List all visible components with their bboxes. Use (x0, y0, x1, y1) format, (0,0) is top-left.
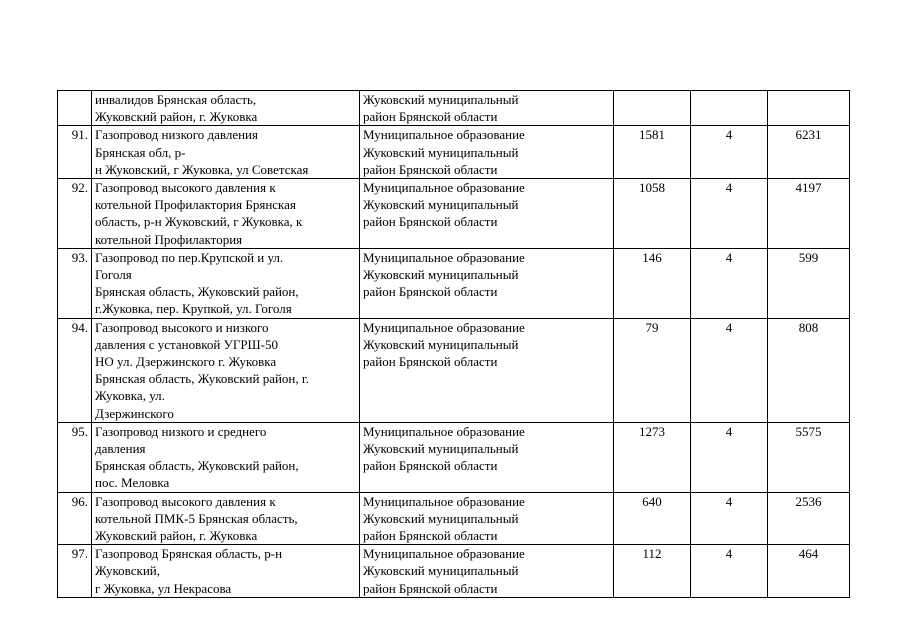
length-cell: 1273 (614, 422, 691, 492)
owner-line: район Брянской области (363, 458, 498, 474)
description-line: НО ул. Дзержинского г. Жуковка (95, 354, 277, 370)
description-line: Газопровод низкого давления (95, 127, 258, 143)
object-description-cell (92, 248, 360, 318)
description-line: н Жуковский, г Жуковка, ул Советская (95, 161, 309, 177)
owner-line: Муниципальное образование (363, 546, 525, 562)
table-row (58, 248, 850, 318)
cost-cell: 464 (768, 545, 850, 598)
description-line: Газопровод низкого и среднего (95, 423, 267, 439)
owner-line: Жуковский муниципальный (363, 510, 519, 526)
row-number-cell: 91. (58, 126, 92, 179)
table-row (58, 126, 850, 179)
object-description-cell (92, 492, 360, 545)
owner-line: Жуковский муниципальный (363, 267, 519, 283)
table-row (58, 179, 850, 249)
row-number-cell (58, 91, 92, 126)
owner-line: район Брянской области (363, 161, 498, 177)
cost-cell: 599 (768, 248, 850, 318)
description-line: Дзержинского (95, 405, 174, 421)
cost-cell: 6231 (768, 126, 850, 179)
description-line: Брянская обл, р- (95, 144, 186, 160)
object-description-cell (92, 422, 360, 492)
value-4-cell: 4 (691, 422, 768, 492)
row-number-cell: 96. (58, 492, 92, 545)
length-cell: 1581 (614, 126, 691, 179)
length-cell: 146 (614, 248, 691, 318)
description-line: котельной ПМК-5 Брянская область, (95, 510, 298, 526)
description-line: Жуковский район, г. Жуковка (95, 109, 258, 125)
description-line: Газопровод высокого и низкого (95, 319, 269, 335)
row-number-cell: 93. (58, 248, 92, 318)
length-cell: 640 (614, 492, 691, 545)
owner-line: Муниципальное образование (363, 180, 525, 196)
table-body (58, 91, 850, 598)
length-cell: 1058 (614, 179, 691, 249)
value-4-cell: 4 (691, 126, 768, 179)
value-4-cell: 4 (691, 179, 768, 249)
object-description-cell (92, 179, 360, 249)
description-line: котельной Профилактория (95, 231, 243, 247)
gas-pipeline-registry-table (57, 90, 850, 598)
description-line: Жуковский, (95, 563, 160, 579)
owner-line: Жуковский муниципальный (363, 197, 519, 213)
owner-cell (360, 126, 614, 179)
owner-line: район Брянской области (363, 109, 498, 125)
cost-cell: 808 (768, 318, 850, 422)
description-line: Газопровод высокого давления к (95, 180, 276, 196)
owner-line: Жуковский муниципальный (363, 144, 519, 160)
owner-cell (360, 179, 614, 249)
value-4-cell: 4 (691, 318, 768, 422)
owner-line: Жуковский муниципальный (363, 92, 519, 107)
description-line: г.Жуковка, пер. Крупкой, ул. Гоголя (95, 301, 292, 317)
owner-cell (360, 492, 614, 545)
description-line: г Жуковка, ул Некрасова (95, 580, 232, 596)
owner-line: Муниципальное образование (363, 249, 525, 265)
description-line: Брянская область, Жуковский район, (95, 458, 299, 474)
cost-cell: 5575 (768, 422, 850, 492)
description-line: инвалидов Брянская область, (95, 92, 257, 107)
row-number-cell: 97. (58, 545, 92, 598)
table-row (58, 545, 850, 598)
owner-cell (360, 545, 614, 598)
table-row (58, 318, 850, 422)
description-line: Газопровод высокого давления к (95, 493, 276, 509)
owner-line: Муниципальное образование (363, 493, 525, 509)
owner-line: район Брянской области (363, 528, 498, 544)
description-line: Газопровод по пер.Крупской и ул. (95, 249, 284, 265)
owner-line: Жуковский муниципальный (363, 336, 519, 352)
owner-line: район Брянской области (363, 214, 498, 230)
description-line: давления (95, 441, 146, 457)
value-4-cell (691, 91, 768, 126)
value-4-cell: 4 (691, 248, 768, 318)
description-line: Брянская область, Жуковский район, г. (95, 371, 309, 387)
owner-cell (360, 91, 614, 126)
owner-line: Муниципальное образование (363, 319, 525, 335)
table-row (58, 422, 850, 492)
description-line: Брянская область, Жуковский район, (95, 284, 299, 300)
description-line: котельной Профилактория Брянская (95, 197, 296, 213)
owner-line: Муниципальное образование (363, 127, 525, 143)
cost-cell: 4197 (768, 179, 850, 249)
description-line: Жуковский район, г. Жуковка (95, 528, 258, 544)
cost-cell: 2536 (768, 492, 850, 545)
description-line: Газопровод Брянская область, р-н (95, 546, 283, 562)
owner-cell (360, 248, 614, 318)
owner-line: район Брянской области (363, 354, 498, 370)
owner-line: район Брянской области (363, 580, 498, 596)
owner-cell (360, 318, 614, 422)
cost-cell (768, 91, 850, 126)
description-line: Жуковка, ул. (95, 388, 165, 404)
table-row (58, 492, 850, 545)
owner-line: Муниципальное образование (363, 423, 525, 439)
owner-line: Жуковский муниципальный (363, 563, 519, 579)
description-line: пос. Меловка (95, 475, 170, 491)
row-number-cell: 95. (58, 422, 92, 492)
row-number-cell: 92. (58, 179, 92, 249)
value-4-cell: 4 (691, 545, 768, 598)
length-cell: 79 (614, 318, 691, 422)
length-cell: 112 (614, 545, 691, 598)
object-description-cell (92, 91, 360, 126)
owner-line: Жуковский муниципальный (363, 441, 519, 457)
owner-line: район Брянской области (363, 284, 498, 300)
object-description-cell (92, 126, 360, 179)
value-4-cell: 4 (691, 492, 768, 545)
table-row (58, 91, 850, 126)
owner-cell (360, 422, 614, 492)
description-line: Гоголя (95, 267, 132, 283)
description-line: область, р-н Жуковский, г Жуковка, к (95, 214, 303, 230)
description-line: давления с установкой УГРШ-50 (95, 336, 279, 352)
length-cell (614, 91, 691, 126)
row-number-cell: 94. (58, 318, 92, 422)
object-description-cell (92, 318, 360, 422)
object-description-cell (92, 545, 360, 598)
